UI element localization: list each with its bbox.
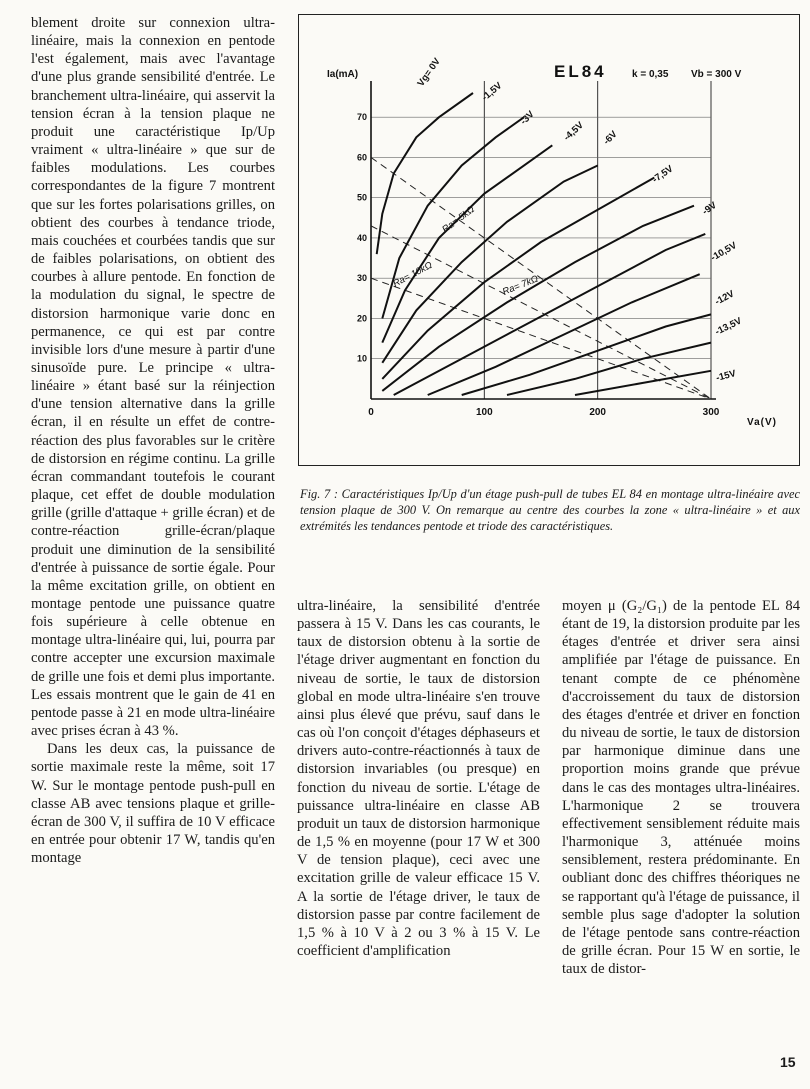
x-tick-label: 200 [589, 407, 607, 418]
characteristic-curve [462, 314, 711, 395]
x-axis-label: Va(V) [747, 417, 778, 428]
chart-title: EL84 [554, 62, 607, 81]
el84-characteristics-chart [299, 15, 799, 465]
load-line-label: Ra= 7kΩ [501, 273, 540, 298]
y-tick-label: 60 [356, 152, 367, 163]
load-line [371, 226, 711, 399]
characteristic-curve [507, 343, 711, 395]
curve-label: -15V [714, 368, 738, 384]
y-tick-label: 30 [356, 273, 367, 284]
page-number: 15 [780, 1054, 796, 1070]
x-tick-label: 100 [475, 407, 493, 418]
chart-k-label: k = 0,35 [632, 69, 669, 80]
curve-label: -13,5V [713, 315, 744, 338]
y-axis-label: Ia(mA) [327, 69, 359, 80]
paragraph: Dans les deux cas, la puissance de sortie maximale reste la même, soit 17 W. Sur le montage pentode push-pull en classe AB avec tensions plaque et grille-écran de 300 V, il suffira de 10 V efficace en entrée pour obtenir 17 W, tandis qu'en montage [31, 741, 275, 867]
curve-label: -4,5V [561, 119, 586, 144]
y-tick-label: 70 [356, 112, 367, 123]
curve-label: -12V [713, 288, 737, 308]
paragraph: blement droite sur connexion ultra-linéaire, mais la connexion en pentode l'est également, mais avec l'avantage d'une plus grande sensibilité d'entrée. Le branchement ultra-linéaire, qui asservit la tension écran à la tension plaque ne produit une caractéristique Ip/Up vraiment « ultra-linéaire » que sur de faibles modulations. Les courbes correspondantes de la figure 7 montrent que sur les fortes polarisations grilles, on obtient des courbes à tendance triode, mais couchées et courbées tandis que sur de faibles polarisations, on obtient des courbes à allure pentode. En fonction de la modulation du signal, le spectre de distorsion harmonique varie donc en permanence, ce qui est par contre invisible lors d'une mesure à partir d'une sinusoïde pure. Le principe « ultra-linéaire » étant basé sur la réinjection d'une tension alternative dans la grille écran, il en résulte un effet de contre-réaction des plus favorables sur le critère de distorsion en régime continu. La grille écran commandant toutefois le courant plaque, cet effet de double modulation grille (grille d'attaque + grille écran) et de contre-réaction grille-écran/plaque produit une diminution de la sensibilité d'entrée à puissance de sortie égale. Pour la même excitation grille, on obtient en montage pentode une puissance quatre fois supérieure à celle obtenue en montage ultra-linéaire qui, lui, pourra par contre accepter une excursion maximale de grille une fois et demi plus importante. Les essais montrent que le gain de 41 en pentode passe à 21 en mode ultra-linéaire avec prises écran à 43 %. [31, 15, 275, 740]
y-tick-label: 20 [356, 313, 367, 324]
figure-caption: Fig. 7 : Caractéristiques Ip/Up d'un étage push-pull de tubes EL 84 en montage ultra-linéaire avec tension plaque de 300 V. On remarque au centre des courbes la zone « ultra-linéaire » et aux extrémités les tendances pentode et triode des caractéristiques. [300, 487, 800, 533]
curve-label: -1,5V [479, 80, 505, 104]
y-tick-label: 10 [356, 353, 367, 364]
y-tick-label: 40 [356, 232, 367, 243]
characteristic-curve [382, 203, 694, 391]
text-column-1 [31, 14, 275, 867]
paragraph: ultra-linéaire, la sensibilité d'entrée passera à 15 V. Dans les cas courants, le taux de distorsion obtenu à la sortie de l'étage driver augmentant en fonction du niveau de sortie, le taux de distorsion global en mode ultra-linéaire s'en trouve ainsi plus élevé que prévu, sauf dans le cas où l'on conçoit d'étages déphaseurs et drivers auto-contre-réactionnés à taux de distorsion invariables (ou presque) en fonction du niveau de sortie. L'étage de puissance ultra-linéaire en classe AB produit un taux de distorsion harmonique de 1,5 % en moyenne (pour 17 W et 300 V de tension plaque), ceci avec une excitation grille de valeur efficace 15 V. A la sortie de l'étage driver, le taux de distorsion passe par contre facilement de 1,5 % à 10 V à 2 ou 3 % à 15 V. Le coefficient d'amplification [297, 598, 540, 959]
curve-label: Vg= 0V [415, 56, 443, 89]
text-column-2 [297, 597, 540, 960]
curve-label: -10,5V [709, 240, 739, 264]
chart-vb-label: Vb = 300 V [691, 69, 742, 80]
paragraph: moyen μ (G₂/G₁) de la pentode EL 84 étant de 19, la distorsion produite par les étages d'entrée et driver sera ainsi amplifiée par l'étage de puissance. En tenant compte de ce phénomène d'accroissement du taux de distorsion des étages d'entrée et driver en fonction du niveau de sortie, le taux de distorsion par harmonique diminue dans une proportion moins grande que prévue dans le cas des montages ultra-linéaires. L'harmonique 2 se trouvera effectivement sensiblement réduite mais l'harmonique 3, atténuée moins sensiblement, restera prédominante. En oubliant donc des chiffres théoriques ne se rapportant qu'à l'étage de puissance, il semble plus sage d'adopter la solution de l'étage pentode sans contre-réaction de grille écran. Pour 15 W en sortie, le taux de distor- [562, 598, 800, 978]
characteristic-curve [394, 234, 706, 395]
curve-label: -7,5V [650, 163, 676, 186]
curve-label: -9V [700, 199, 719, 218]
characteristic-curve [428, 274, 700, 395]
figure-7 [298, 14, 800, 466]
curve-label: -6V [601, 128, 620, 148]
y-tick-label: 50 [356, 192, 367, 203]
load-line-label: Ra= 10kΩ [391, 259, 435, 290]
x-tick-label: 300 [702, 407, 720, 418]
load-line-label: Ra= 5kΩ [440, 203, 477, 236]
curve-label: -3V [518, 108, 537, 128]
x-tick-label: 0 [368, 407, 374, 418]
text-column-3 [562, 597, 800, 978]
